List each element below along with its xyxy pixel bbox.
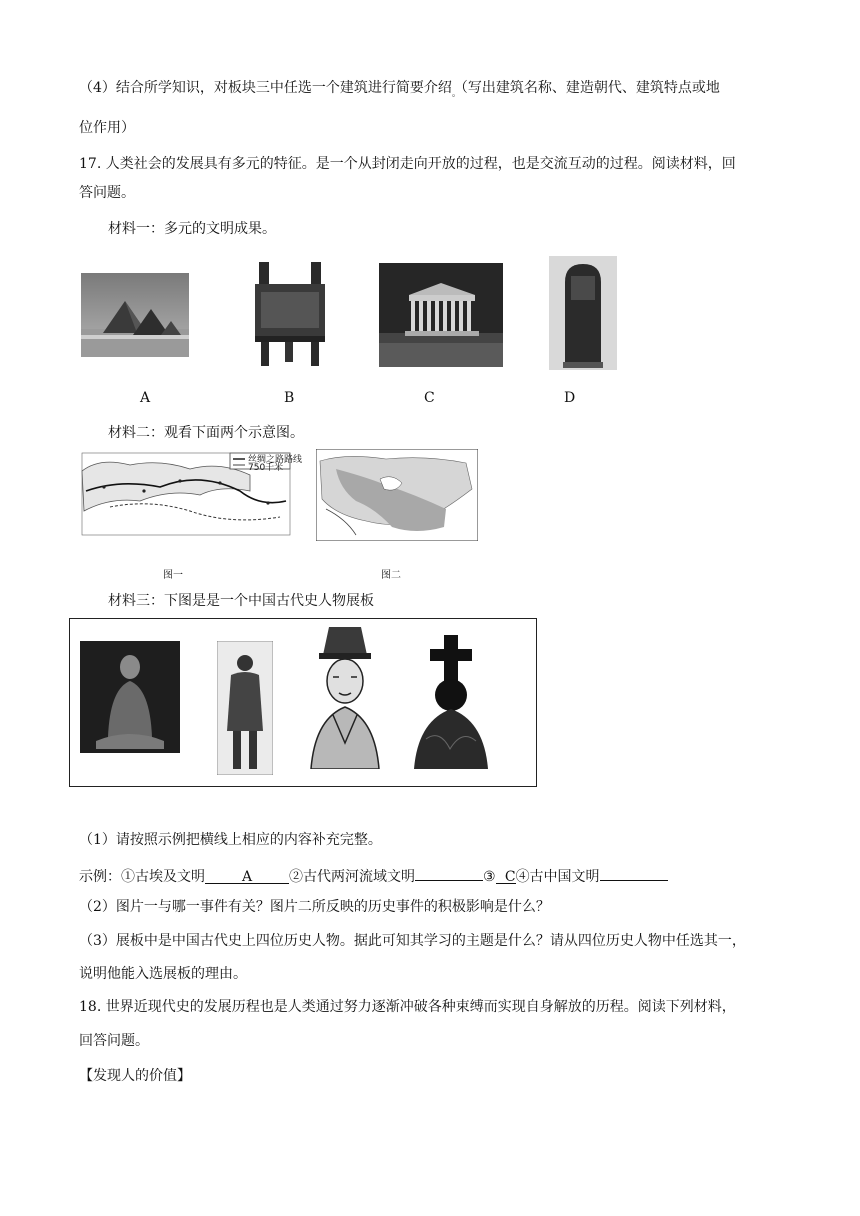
figure4-silhouette-portrait: [410, 629, 492, 769]
example-answer3-blank: C: [496, 867, 516, 884]
q16-part4-period: 。: [451, 88, 461, 99]
q16-part4-text: （4）结合所学知识，对板块三中任选一个建筑进行简要介绍: [79, 80, 452, 96]
material1-label-d: D: [564, 390, 576, 406]
historical-figures-panel: [69, 618, 537, 787]
figure1-seated-statue: [80, 641, 180, 753]
q16-part4: [79, 78, 720, 104]
figure3-official-portrait: [305, 623, 385, 769]
map1-legend: 丝绸之路路线: [248, 455, 303, 465]
q16-part4-hint-cont: 位作用）: [79, 120, 135, 136]
q18-section-title: 【发现人的价值】: [79, 1068, 191, 1084]
material1-label-a: A: [140, 390, 151, 406]
pyramids-image: [81, 273, 189, 357]
example-line: [79, 864, 668, 887]
map1-caption: 图一: [163, 570, 183, 581]
material1-title: 材料一：多元的文明成果。: [108, 221, 276, 237]
example-answer1-blank: A: [205, 867, 289, 884]
figure2-standing-portrait: [217, 641, 273, 775]
bronze-ding-image: [247, 258, 333, 368]
material3-title: 材料三：下图是是一个中国古代史人物展板: [108, 593, 374, 609]
example-item3: ③: [483, 869, 496, 885]
material1-label-b: B: [284, 390, 295, 406]
hammurabi-stele-image: [549, 256, 617, 370]
example-blank4[interactable]: [600, 864, 668, 881]
example-item4: ④古中国文明: [515, 869, 600, 885]
q17-part2: （2）图片一与哪一事件有关？图片二所反映的历史事件的积极影响是什么？: [79, 899, 550, 915]
material2-title: 材料二：观看下面两个示意图。: [108, 425, 304, 441]
example-prefix: 示例：①古埃及文明: [79, 869, 205, 885]
q17-stem: 17. 人类社会的发展具有多元的特征。是一个从封闭走向开放的过程，也是交流互动的过程。阅读材料，回: [79, 156, 736, 172]
q17-part3: （3）展板中是中国古代史上四位历史人物。据此可知其学习的主题是什么？请从四位历史人物中任选其一，: [79, 933, 746, 949]
q17-part3-cont: 说明他能入选展板的理由。: [79, 966, 247, 982]
q16-part4-hint: （写出建筑名称、建造朝代、建筑特点或地: [460, 80, 720, 96]
q17-stem-cont: 答问题。: [79, 185, 135, 201]
map2-caption: 图二: [381, 570, 401, 581]
example-item2: ②古代两河流域文明: [289, 869, 415, 885]
q18-stem-cont: 回答问题。: [79, 1033, 149, 1049]
example-blank2[interactable]: [415, 864, 483, 881]
map1-scale: 750千米: [248, 463, 284, 473]
q17-part1: （1）请按照示例把横线上相应的内容补充完整。: [79, 832, 382, 848]
parthenon-image: [379, 263, 503, 367]
material1-label-c: C: [424, 390, 435, 406]
alexander-empire-map: [316, 449, 478, 541]
q18-stem: 18. 世界近现代史的发展历程也是人类通过努力逐渐冲破各种束缚而实现自身解放的历程。阅读下列材料，: [79, 999, 736, 1015]
